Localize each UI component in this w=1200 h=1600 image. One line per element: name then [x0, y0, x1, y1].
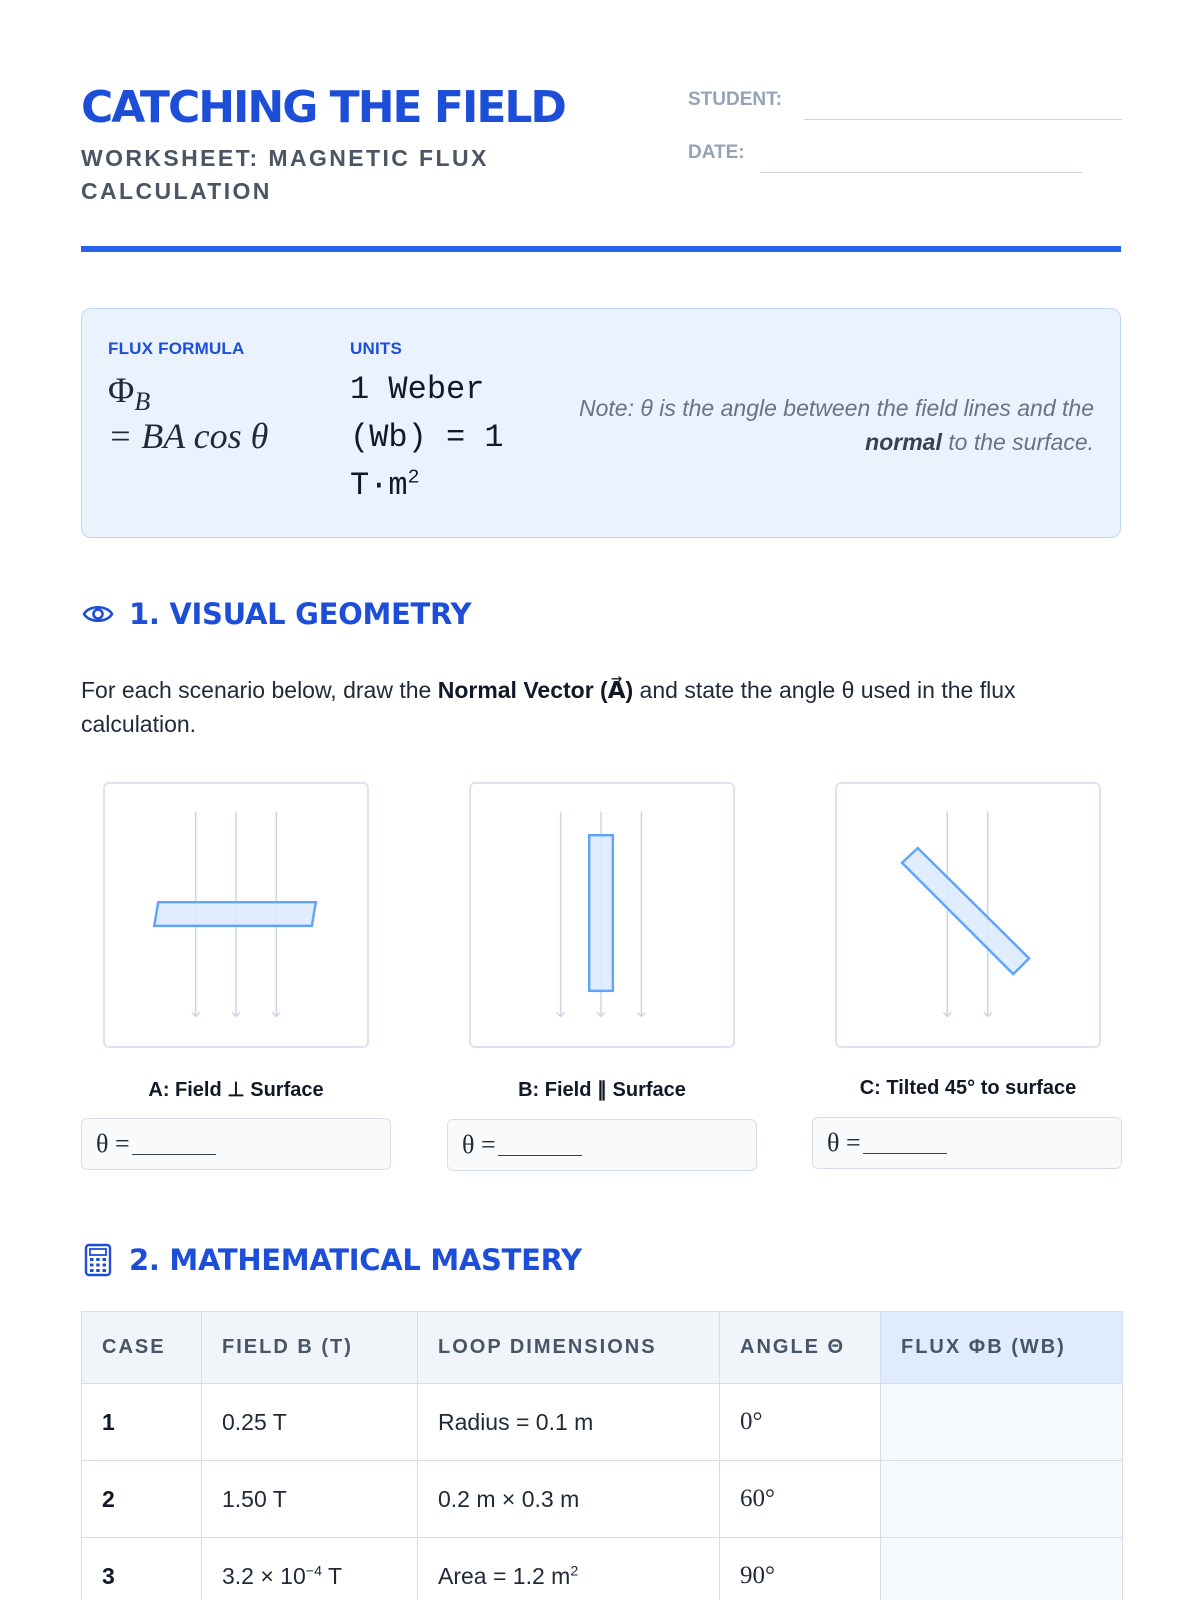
cell-dims: [418, 1538, 720, 1600]
cell-flux-answer[interactable]: [881, 1461, 1123, 1538]
dims-value: 0.2 m × 0.3 m: [438, 1485, 580, 1512]
cell-case: 1: [82, 1384, 202, 1461]
caption-c: C: Tilted 45° to surface: [859, 1077, 1077, 1099]
table-row: [82, 1461, 1123, 1538]
section-2-title: 2. MATHEMATICAL MASTERY: [129, 1243, 582, 1277]
col-dimensions: LOOP DIMENSIONS: [418, 1312, 720, 1384]
formula-line-1: [108, 369, 150, 417]
cell-angle: 60°: [720, 1461, 881, 1538]
student-label: STUDENT:: [688, 89, 782, 110]
instr-bold: Normal Vector (A⃗): [437, 677, 634, 703]
theta-label-a: θ =: [96, 1129, 130, 1158]
answer-field-b[interactable]: [447, 1119, 757, 1171]
section-2-heading: [81, 1243, 582, 1277]
dims-value: Area = 1.2 m: [438, 1562, 571, 1589]
table-row: [82, 1538, 1123, 1600]
field-value: 1.50 T: [222, 1485, 287, 1512]
theta-label-c: θ =: [827, 1128, 861, 1157]
cell-angle: 90°: [720, 1538, 881, 1600]
instr-suffix: and state the angle θ used in the flux calculation.: [81, 677, 1016, 737]
caption-a: A: Field ⊥ Surface: [148, 1079, 324, 1101]
field-value: 3.2 × 10: [222, 1562, 306, 1589]
col-angle: ANGLE Θ: [720, 1312, 881, 1384]
cell-field: [202, 1538, 418, 1600]
field-unit: T: [322, 1562, 343, 1589]
caption-b: B: Field ∥ Surface: [518, 1079, 686, 1101]
cell-case: 3: [82, 1538, 202, 1600]
section-1-heading: [81, 597, 471, 631]
units-line-3: [350, 467, 420, 504]
col-case: CASE: [82, 1312, 202, 1384]
units-exponent: 2: [407, 465, 420, 489]
units-tesla-m: T·m: [350, 467, 408, 504]
cell-dims: [418, 1384, 720, 1461]
dims-exponent: 2: [570, 1562, 579, 1579]
date-field[interactable]: [760, 172, 1082, 173]
section-1-instructions: [81, 673, 1131, 741]
units-label: UNITS: [350, 339, 402, 358]
student-name-field[interactable]: [804, 119, 1122, 120]
loop-surface: [154, 902, 316, 926]
units-line-1: 1 Weber: [350, 371, 485, 408]
flux-calculation-table: [81, 1311, 1123, 1600]
field-exponent: −4: [305, 1562, 323, 1579]
section-1-title: 1. VISUAL GEOMETRY: [129, 597, 472, 631]
table-row: [82, 1384, 1123, 1461]
diagram-a-perpendicular[interactable]: [103, 782, 369, 1048]
blank-c[interactable]: [863, 1132, 947, 1154]
answer-field-a[interactable]: [81, 1118, 391, 1170]
formula-box: [81, 308, 1121, 538]
dims-value: Radius = 0.1 m: [438, 1408, 594, 1435]
worksheet-subtitle: WORKSHEET: MAGNETIC FLUX CALCULATION: [81, 145, 489, 204]
cell-dims: [418, 1461, 720, 1538]
table-header-row: [82, 1312, 1123, 1384]
note-bold: normal: [865, 429, 942, 455]
cell-angle: 0°: [720, 1384, 881, 1461]
cell-flux-answer[interactable]: [881, 1538, 1123, 1600]
field-value: 0.25 T: [222, 1408, 287, 1435]
units-line-2: (Wb) = 1: [350, 419, 504, 456]
diagram-b-parallel[interactable]: [469, 782, 735, 1048]
formula-note: [534, 391, 1094, 459]
cell-field: [202, 1461, 418, 1538]
cell-flux-answer[interactable]: [881, 1384, 1123, 1461]
answer-field-c[interactable]: [812, 1117, 1122, 1169]
blank-b[interactable]: [498, 1134, 582, 1156]
diagram-c-tilted[interactable]: [835, 782, 1101, 1048]
blank-a[interactable]: [132, 1133, 216, 1155]
loop-surface: [589, 835, 613, 991]
calculator-icon: [81, 1243, 115, 1277]
header-divider: [81, 246, 1121, 252]
theta-label-b: θ =: [462, 1130, 496, 1159]
eye-icon: [81, 597, 115, 631]
col-flux: FLUX ΦB (WB): [881, 1312, 1123, 1384]
note-suffix: to the surface.: [941, 429, 1094, 455]
phi-symbol: Φ: [108, 370, 135, 410]
phi-subscript: B: [134, 387, 151, 417]
date-label: DATE:: [688, 142, 745, 163]
formula-line-2: = BA cos θ: [108, 416, 269, 456]
instr-prefix: For each scenario below, draw the: [81, 677, 438, 703]
loop-surface: [902, 848, 1029, 974]
cell-case: 2: [82, 1461, 202, 1538]
flux-formula-label: FLUX FORMULA: [108, 339, 245, 358]
note-prefix: Note: θ is the angle between the field lines and the: [579, 395, 1094, 421]
worksheet-title: CATCHING THE FIELD: [81, 82, 565, 133]
cell-field: [202, 1384, 418, 1461]
col-field: FIELD B (T): [202, 1312, 418, 1384]
